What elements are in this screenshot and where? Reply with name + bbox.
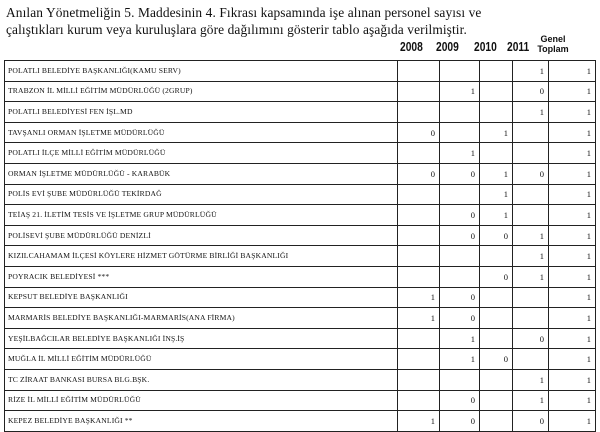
header-2010: 2010: [474, 40, 497, 54]
count-cell-y2008: [398, 61, 440, 82]
count-cell-y2008: [398, 328, 440, 349]
count-cell-y2008: [398, 102, 440, 123]
count-cell-total: 1: [549, 266, 596, 287]
table-row: [5, 411, 596, 432]
count-cell-y2008: [398, 369, 440, 390]
institution-name-cell: RİZE İL MİLLİ EĞİTİM MÜDÜRLÜĞÜ: [5, 390, 398, 411]
count-cell-y2008: [398, 225, 440, 246]
count-cell-total: 1: [549, 328, 596, 349]
table-row: [5, 328, 596, 349]
header-2011: 2011: [507, 40, 530, 54]
table-row: [5, 308, 596, 329]
count-cell-y2011: [513, 287, 549, 308]
count-cell-total: 1: [549, 287, 596, 308]
count-cell-y2010: 1: [480, 122, 513, 143]
count-cell-y2010: [480, 308, 513, 329]
count-cell-y2011: 1: [513, 390, 549, 411]
count-cell-y2009: [440, 102, 480, 123]
count-cell-y2009: 0: [440, 411, 480, 432]
count-cell-y2009: 0: [440, 287, 480, 308]
count-cell-y2009: 1: [440, 349, 480, 370]
count-cell-y2010: [480, 61, 513, 82]
count-cell-y2009: [440, 246, 480, 267]
intro-paragraph: [6, 4, 594, 38]
count-cell-total: 1: [549, 163, 596, 184]
institution-name-cell: TRABZON İL MİLLİ EĞİTİM MÜDÜRLÜĞÜ (2GRUP): [5, 81, 398, 102]
count-cell-y2009: [440, 184, 480, 205]
count-cell-y2010: [480, 411, 513, 432]
count-cell-y2009: 0: [440, 163, 480, 184]
count-cell-y2008: [398, 246, 440, 267]
institution-name-cell: POLİSEVİ ŞUBE MÜDÜRLÜĞÜ DENİZLİ: [5, 225, 398, 246]
personnel-table: [4, 60, 596, 432]
count-cell-y2010: [480, 390, 513, 411]
count-cell-total: 1: [549, 390, 596, 411]
header-toplam: Toplam: [537, 44, 569, 54]
count-cell-y2011: 0: [513, 81, 549, 102]
count-cell-total: 1: [549, 61, 596, 82]
table-row: [5, 369, 596, 390]
count-cell-y2008: [398, 143, 440, 164]
count-cell-y2011: 0: [513, 328, 549, 349]
institution-name-cell: KIZILCAHAMAM İLÇESİ KÖYLERE HİZMET GÖTÜRME BİRLİĞİ BAŞKANLIĞI: [5, 246, 398, 267]
count-cell-total: 1: [549, 143, 596, 164]
count-cell-y2010: 0: [480, 225, 513, 246]
count-cell-y2011: 1: [513, 369, 549, 390]
header-genel-toplam: [536, 34, 570, 54]
institution-name-cell: KEPSUT BELEDİYE BAŞKANLIĞI: [5, 287, 398, 308]
count-cell-y2010: [480, 369, 513, 390]
table-row: [5, 81, 596, 102]
table-row: [5, 205, 596, 226]
count-cell-y2011: [513, 184, 549, 205]
count-cell-y2010: 1: [480, 205, 513, 226]
table-row: [5, 163, 596, 184]
count-cell-y2010: [480, 287, 513, 308]
institution-name-cell: POLATLI BELEDİYE BAŞKANLIĞI(KAMU SERV): [5, 61, 398, 82]
count-cell-y2010: 0: [480, 349, 513, 370]
count-cell-y2009: [440, 266, 480, 287]
count-cell-y2010: [480, 143, 513, 164]
institution-name-cell: POYRACIK BELEDİYESİ ***: [5, 266, 398, 287]
count-cell-y2008: [398, 81, 440, 102]
count-cell-y2008: 1: [398, 287, 440, 308]
institution-name-cell: POLİS EVİ ŞUBE MÜDÜRLÜĞÜ TEKİRDAĞ: [5, 184, 398, 205]
count-cell-y2009: 1: [440, 143, 480, 164]
table-row: [5, 122, 596, 143]
count-cell-y2011: 0: [513, 411, 549, 432]
table-row: [5, 390, 596, 411]
count-cell-total: 1: [549, 184, 596, 205]
count-cell-total: 1: [549, 349, 596, 370]
count-cell-y2011: [513, 205, 549, 226]
count-cell-y2008: [398, 266, 440, 287]
count-cell-y2008: 1: [398, 308, 440, 329]
table-row: [5, 225, 596, 246]
count-cell-total: 1: [549, 308, 596, 329]
count-cell-y2011: [513, 349, 549, 370]
institution-name-cell: POLATLI İLÇE MİLLİ EĞİTİM MÜDÜRLÜĞÜ: [5, 143, 398, 164]
count-cell-y2010: [480, 246, 513, 267]
institution-name-cell: MUĞLA İL MİLLİ EĞİTİM MÜDÜRLÜĞÜ: [5, 349, 398, 370]
header-2009: 2009: [436, 40, 459, 54]
count-cell-total: 1: [549, 81, 596, 102]
count-cell-y2010: 1: [480, 163, 513, 184]
count-cell-y2009: 0: [440, 390, 480, 411]
table-row: [5, 61, 596, 82]
count-cell-y2009: [440, 122, 480, 143]
count-cell-total: 1: [549, 369, 596, 390]
count-cell-y2011: 1: [513, 61, 549, 82]
count-cell-y2011: [513, 122, 549, 143]
table-row: [5, 143, 596, 164]
count-cell-y2008: 1: [398, 411, 440, 432]
count-cell-total: 1: [549, 205, 596, 226]
count-cell-total: 1: [549, 122, 596, 143]
count-cell-y2009: [440, 61, 480, 82]
count-cell-y2008: [398, 205, 440, 226]
institution-name-cell: YEŞİLBAĞCILAR BELEDİYE BAŞKANLIĞI İNŞ.İŞ: [5, 328, 398, 349]
count-cell-total: 1: [549, 411, 596, 432]
count-cell-y2010: 0: [480, 266, 513, 287]
count-cell-total: 1: [549, 102, 596, 123]
table-row: [5, 102, 596, 123]
count-cell-y2011: 1: [513, 225, 549, 246]
institution-name-cell: MARMARİS BELEDİYE BAŞKANLIĞI-MARMARİS(ANA FİRMA): [5, 308, 398, 329]
institution-name-cell: TC ZİRAAT BANKASI BURSA BLG.BŞK.: [5, 369, 398, 390]
count-cell-y2008: [398, 349, 440, 370]
institution-name-cell: TAVŞANLI ORMAN İŞLETME MÜDÜRLÜĞÜ: [5, 122, 398, 143]
count-cell-y2010: [480, 81, 513, 102]
institution-name-cell: KEPEZ BELEDİYE BAŞKANLIĞI **: [5, 411, 398, 432]
institution-name-cell: TEİAŞ 21. İLETİM TESİS VE İŞLETME GRUP MÜDÜRLÜĞÜ: [5, 205, 398, 226]
header-genel: Genel: [540, 34, 566, 44]
table-row: [5, 184, 596, 205]
table-row: [5, 287, 596, 308]
count-cell-y2008: 0: [398, 163, 440, 184]
count-cell-y2008: [398, 390, 440, 411]
count-cell-y2009: 0: [440, 308, 480, 329]
count-cell-y2009: 1: [440, 328, 480, 349]
count-cell-y2011: 1: [513, 246, 549, 267]
count-cell-y2011: 1: [513, 102, 549, 123]
count-cell-y2009: 1: [440, 81, 480, 102]
count-cell-y2010: [480, 102, 513, 123]
count-cell-y2008: [398, 184, 440, 205]
count-cell-y2011: [513, 143, 549, 164]
intro-line-2: çalıştıkları kurum veya kuruluşlara göre dağılımını gösterir tablo aşağıda verilmiştir.: [6, 22, 467, 37]
count-cell-y2010: [480, 328, 513, 349]
count-cell-y2008: 0: [398, 122, 440, 143]
count-cell-y2009: 0: [440, 205, 480, 226]
personnel-table-body: [5, 61, 596, 432]
institution-name-cell: POLATLI BELEDİYESİ FEN İŞL.MD: [5, 102, 398, 123]
count-cell-y2011: 0: [513, 163, 549, 184]
count-cell-total: 1: [549, 225, 596, 246]
count-cell-y2011: [513, 308, 549, 329]
intro-line-1: Anılan Yönetmeliğin 5. Maddesinin 4. Fıkrası kapsamında işe alınan personel sayısı ve: [6, 5, 482, 20]
table-row: [5, 349, 596, 370]
header-2008: 2008: [400, 40, 423, 54]
count-cell-y2009: [440, 369, 480, 390]
table-row: [5, 266, 596, 287]
count-cell-y2009: 0: [440, 225, 480, 246]
table-row: [5, 246, 596, 267]
count-cell-y2010: 1: [480, 184, 513, 205]
count-cell-y2011: 1: [513, 266, 549, 287]
count-cell-total: 1: [549, 246, 596, 267]
institution-name-cell: ORMAN İŞLETME MÜDÜRLÜĞÜ - KARABÜK: [5, 163, 398, 184]
